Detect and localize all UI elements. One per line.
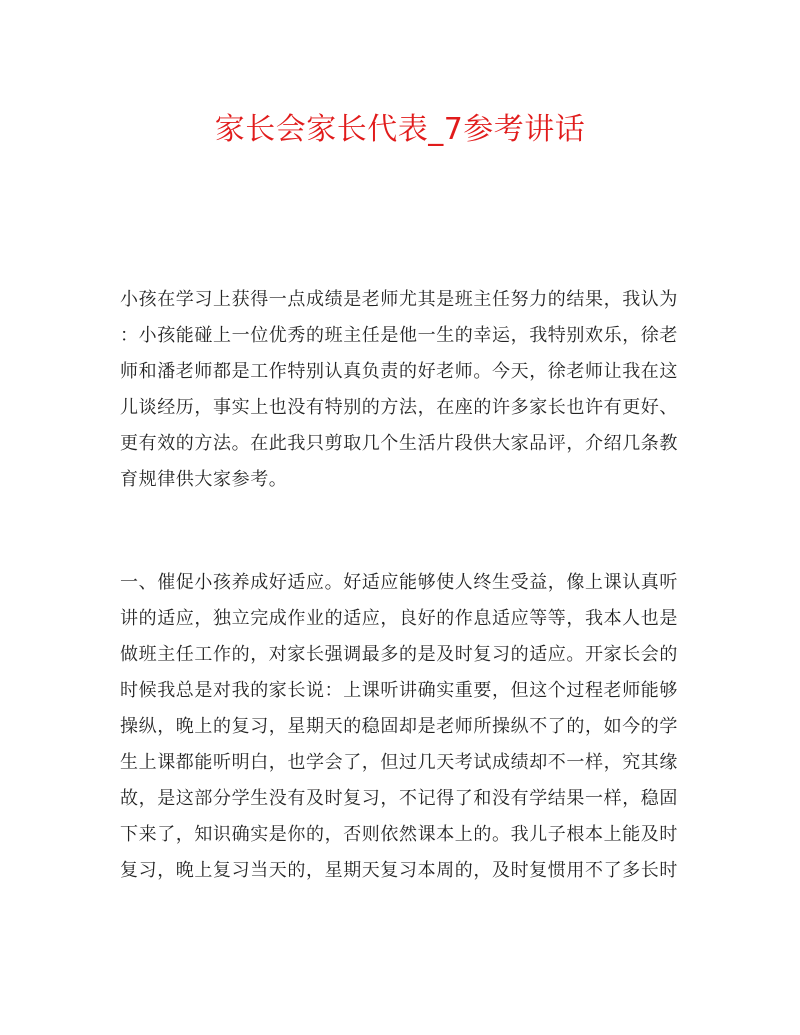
paragraph-line: 师和潘老师都是工作特别认真负责的好老师。今天，徐老师让我在这 (120, 361, 678, 382)
paragraph-line: 故，是这部分学生没有及时复习，不记得了和没有学结果一样，稳固 (120, 788, 678, 809)
paragraph-line: ：小孩能碰上一位优秀的班主任是他一生的幸运，我特别欢乐，徐老 (120, 325, 678, 346)
paragraph-line: 儿谈经历，事实上也没有特别的方法，在座的许多家长也许有更好、 (120, 397, 678, 418)
paragraph-line: 更有效的方法。在此我只剪取几个生活片段供大家品评，介绍几条教 (120, 433, 678, 454)
paragraph-line: 讲的适应，独立完成作业的适应，良好的作息适应等等，我本人也是 (120, 608, 678, 629)
paragraph-line: 操纵，晚上的复习，星期天的稳固却是老师所操纵不了的，如今的学 (120, 716, 678, 737)
paragraph-line: 生上课都能听明白，也学会了，但过几天考试成绩却不一样，究其缘 (120, 752, 678, 773)
paragraph-line: 一、催促小孩养成好适应。好适应能够使人终生受益，像上课认真听 (120, 572, 678, 593)
paragraph-line: 做班主任工作的，对家长强调最多的是及时复习的适应。开家长会的 (120, 644, 678, 665)
document-title: 家长会家长代表_7参考讲话 (214, 112, 586, 147)
paragraph-line: 复习，晚上复习当天的，星期天复习本周的，及时复惯用不了多长时 (120, 860, 678, 881)
paragraph-line: 小孩在学习上获得一点成绩是老师尤其是班主任努力的结果，我认为 (120, 289, 678, 310)
paragraph-intro (120, 282, 682, 498)
paragraph-line: 时候我总是对我的家长说：上课听讲确实重要，但这个过程老师能够 (120, 680, 678, 701)
paragraph-section-one (120, 565, 682, 889)
paragraph-line: 下来了，知识确实是你的，否则依然课本上的。我儿子根本上能及时 (120, 824, 678, 845)
paragraph-line: 育规律供大家参考。 (120, 469, 288, 490)
